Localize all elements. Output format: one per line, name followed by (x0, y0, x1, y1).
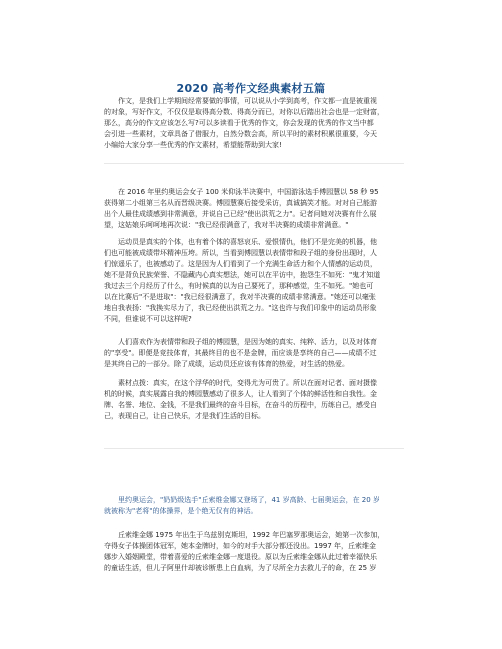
text-line: 夺得女子体操团体冠军，她本金牌时，如今的对手大部分都还没出。1997 年，丘索维金 (104, 542, 377, 550)
section-paragraph-5 (104, 495, 408, 517)
text-line: 我过去三个月经历了什么，有时候真的以为自己要死了，那种感觉，生不如死。"她也可 (104, 282, 374, 290)
text-line: 运动员是真实的个体，也有着个体的喜怒哀乐、爱恨情仇，他们不是完美的机器，他 (118, 238, 377, 246)
text-line: 娜步入婚姻殿堂，带着喜爱的丘索维金娜一度退役。原以为丘索维金娜从此过着幸福快乐 (104, 553, 377, 561)
text-line: 己，表现自己，让自己快乐，才是我们生活的目标。 (104, 412, 265, 420)
text-line: 会引进一些素材，文章具备了借服力，自然分数会高，所以平时的素材积累很重要，今天 (104, 130, 377, 138)
text-line: 以在比赛后"不是进取"："我已经很满意了，我对半决赛的成绩非常满意。"她还可以毫张 (104, 293, 376, 301)
document-title: 2020 高考作文经典素材五篇 (176, 82, 326, 95)
text-line: 地自我表扬："我换实尽力了，我已经使出洪荒之力。"这也许与我们印象中的运动员形象 (104, 304, 377, 312)
text-line: 她不是背负民族荣誉、不隐藏内心真实想法，她可以在平访中，抱怨生不如死："鬼才知道 (104, 271, 381, 279)
section-paragraph-4 (104, 378, 408, 422)
text-line: 望，这姑娘乐呵呵地再次说："我已经很满意了，我对半决赛的成绩非常满意。" (104, 221, 349, 229)
text-line: 素材点拨：真实，在这个浮华的时代，变得尤为可贵了。所以在面对记者、面对摄像 (118, 379, 377, 387)
text-line: 的童话生活，但儿子阿里什却被诊断患上白血病，为了尽所全力去救儿子的命，在 25 岁 (104, 564, 377, 572)
text-line: 丘索维金娜 1975 年出生于乌兹别克斯坦，1992 年巴塞罗那奥运会，她第一次参加， (118, 531, 385, 539)
text-line: 们惊遥乐了，也被感动了。这是因为人们看到了一个充满生命活力和个人情感的运动员， (104, 260, 377, 268)
text-line: 牌、名誉、地位、金钱，不是我们最终的奋斗目标，在奋斗的历程中，历练自己，感受自 (104, 401, 377, 409)
text-line: 那么，高分的作文应该怎么写?可以多读看于优秀的作文，你会发现的优秀的作文当中都 (104, 119, 374, 127)
text-line: 们也可能被成绩带坏精神压垮。所以，当看到傅园慧以表情带和段子组的身份出现时，人 (104, 249, 377, 257)
text-line: 作文，是我们上学期间经常要做的事情，可以说从小学到高考，作文都一直是被重视 (118, 97, 377, 105)
text-line: 人们喜欢作为表情带和段子组的傅园慧，是因为她的真实、纯粹、活力，以及对体育 (118, 338, 377, 346)
text-line: 是其终自己的一部分。除了成绩，运动员还应该有体育的热爱，对生活的热爱。 (104, 360, 349, 368)
text-line: 在 2016 年里约奥运会女子 100 米仰泳半决赛中，中国游泳选手傅园慧以 58 秒 95 (118, 188, 379, 196)
section-paragraph-1 (104, 187, 408, 231)
text-line: 小编给大家分享一些优秀的作文素材，希望能帮助到大家! (104, 141, 282, 149)
text-line: 里约奥运会，"奶奶级选手"丘索维金娜又登场了，41 岁高龄、七届奥运会，在 20 岁 (118, 496, 380, 504)
text-line: 机的时候，真实展露自我的傅园慧感动了很多人，让人看到了个体的鲜活性和自我性。金 (104, 390, 377, 398)
divider (104, 163, 404, 164)
section-paragraph-3 (104, 337, 408, 370)
divider (104, 448, 404, 449)
text-line: 出个人最佳成绩感到非常满意，并说自己已经"使出洪荒之力"。记者问她对决赛有什么展 (104, 210, 377, 218)
intro-paragraph (104, 96, 408, 151)
text-line: 的"享受"。即便是竞技体育，其最终目的也不是金牌，而应该是享终的自己——成绩不过 (104, 349, 377, 357)
text-line: 不同，但谁说不可以这样呢? (104, 315, 192, 323)
section-paragraph-6 (104, 530, 408, 574)
text-line: 获得第二小组第三名从而晋级决赛。傅园慧赛后接受采访，真诚搞笑才能。对对自己能游 (104, 199, 377, 207)
text-line: 的对象，写好作文，不仅仅是取得高分数、得高分而已，对你以后踏出社会也是一定财富， (104, 108, 384, 116)
text-line: 就被称为"老将"的体操界，是个绝无仅有的神话。 (104, 507, 258, 515)
section-paragraph-2 (104, 237, 408, 325)
